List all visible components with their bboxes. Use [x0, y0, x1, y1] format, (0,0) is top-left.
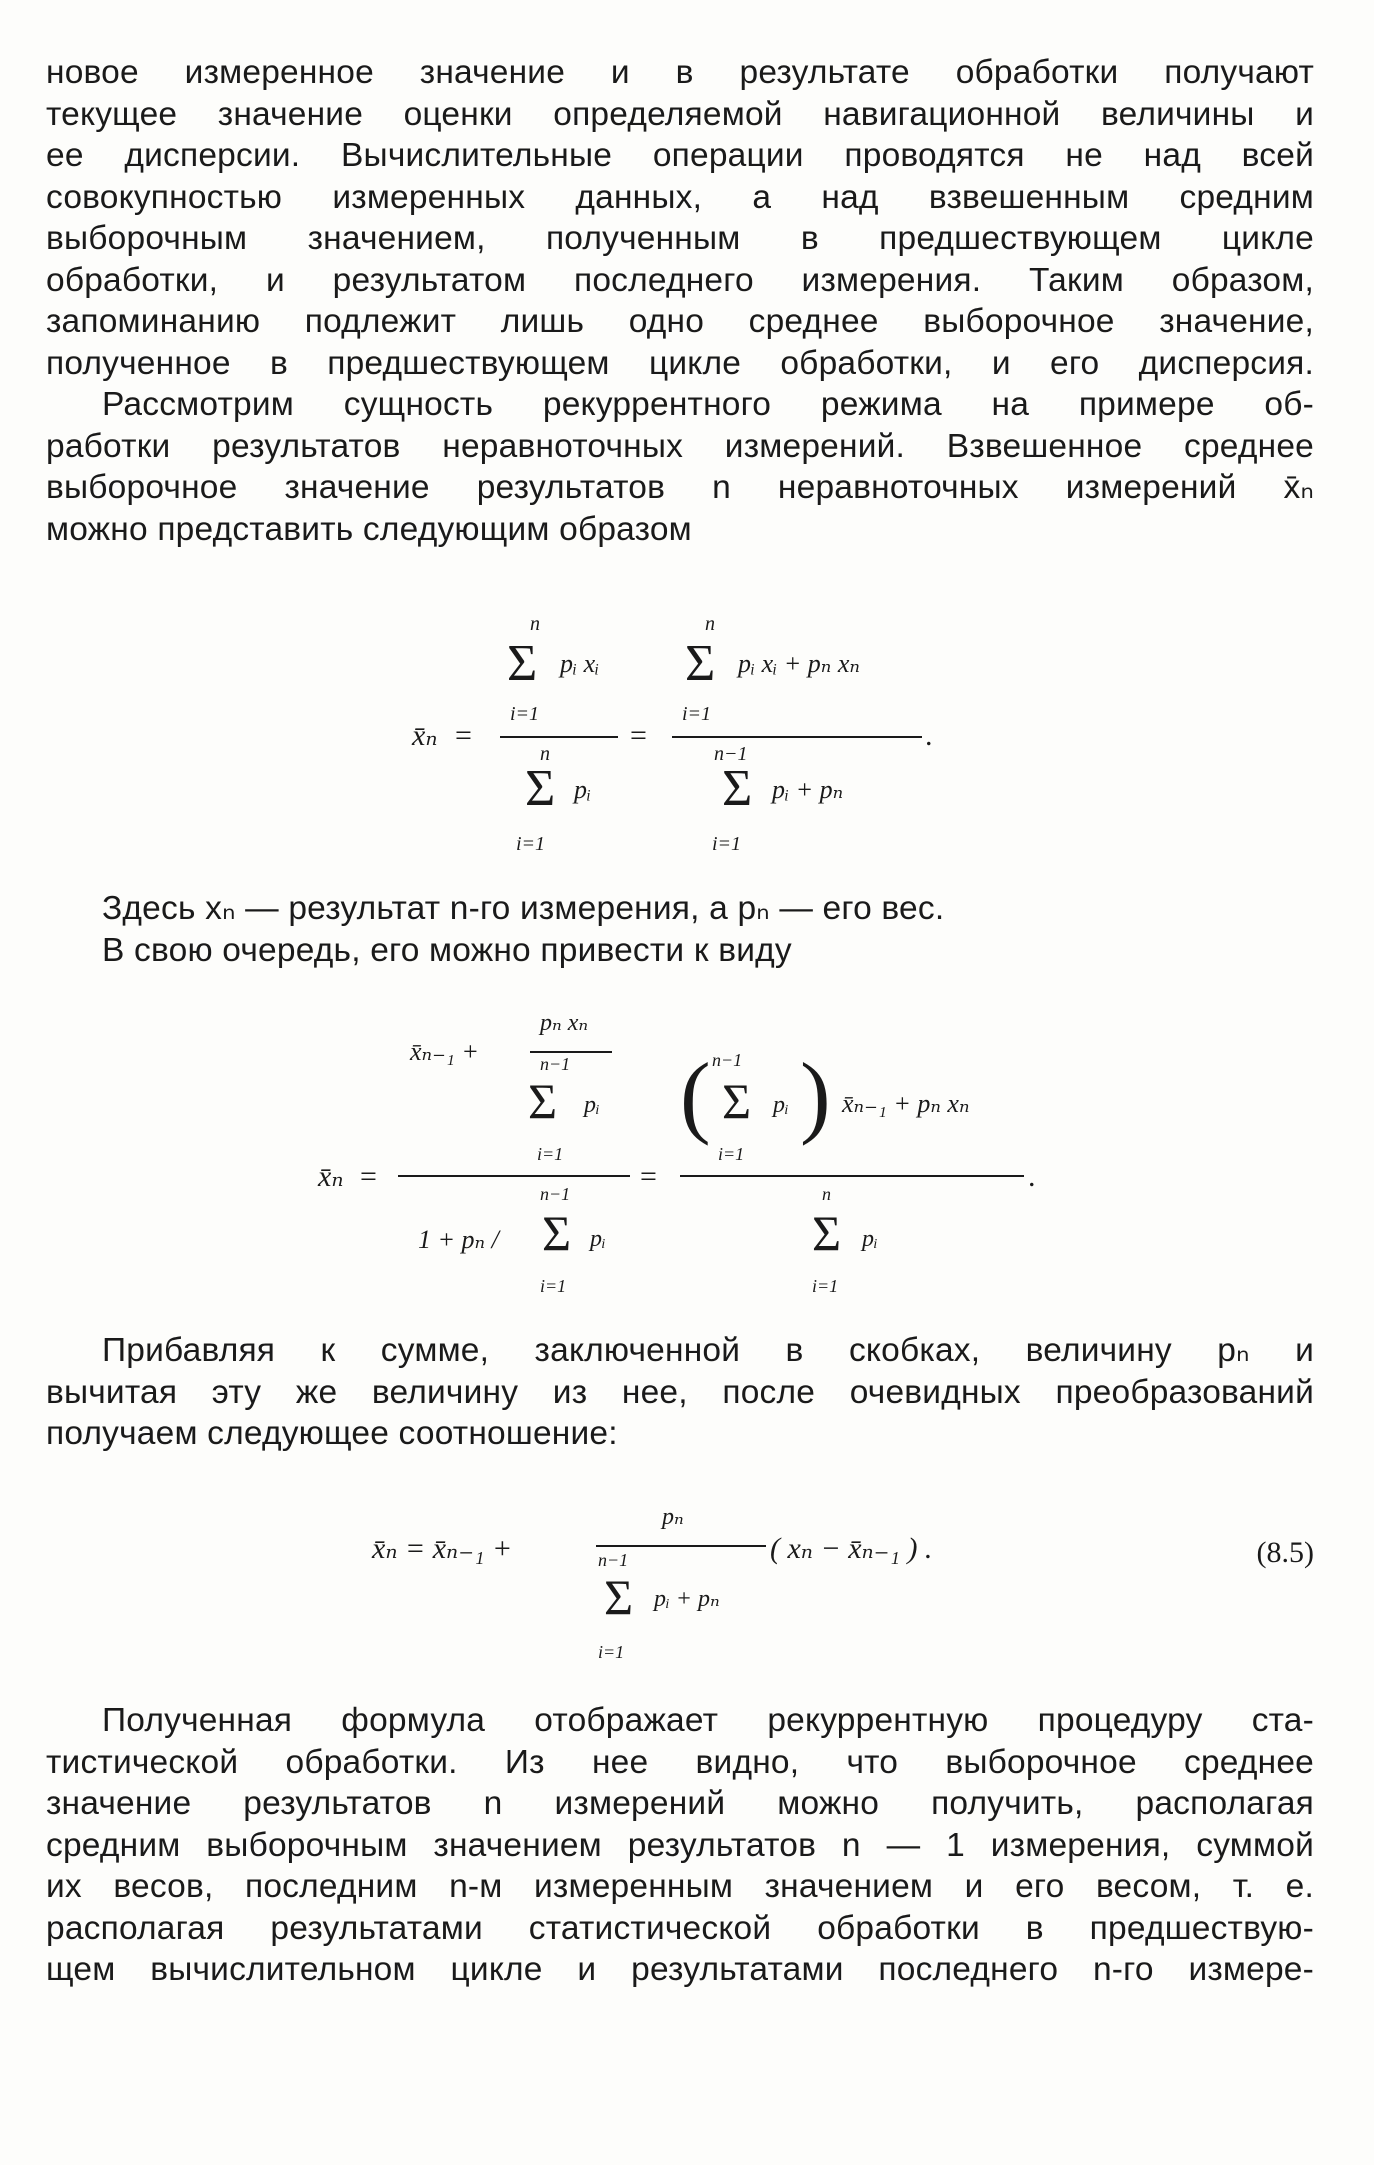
text-line: новое измеренное значение и в результате обработки получают	[46, 54, 1314, 91]
text-line: вычитая эту же величину из нее, после очевидных преобразований	[46, 1373, 1314, 1411]
text-line: получаем следующее соотношение:	[46, 1415, 618, 1452]
sigma-icon: Σ	[812, 1205, 842, 1261]
denominator: pᵢ	[574, 775, 592, 804]
text-line: значение результатов n измерений можно получить, располагая	[46, 1785, 1314, 1822]
sum-upper: n	[540, 743, 550, 765]
text-line: выборочное значение результатов n неравноточных измерений x̄ₙ	[46, 469, 1314, 506]
formula-recurrent	[0, 1500, 1374, 1670]
inner-numerator: pₙ xₙ	[540, 1010, 589, 1036]
paragraph-1	[46, 52, 1314, 384]
denominator: pᵢ + pₙ	[654, 1586, 720, 1612]
text-line: Полученная формула отображает рекуррентную процедуру ста-	[102, 1702, 1314, 1739]
denominator: pᵢ	[590, 1226, 606, 1252]
sum-upper: n	[530, 613, 540, 635]
sum-lower: i=1	[537, 1144, 564, 1164]
sigma-icon: Σ	[722, 1073, 752, 1129]
sum-lower: i=1	[516, 833, 546, 855]
numerator-tail: x̄ₙ₋₁ + pₙ xₙ	[842, 1089, 970, 1118]
sum-lower: i=1	[682, 703, 712, 725]
left-paren-icon: (	[680, 1044, 711, 1146]
text-line: средним выборочным значением результатов n — 1 измерения, суммой	[46, 1826, 1314, 1864]
paren-expression: ( xₙ − x̄ₙ₋₁ ) .	[770, 1532, 933, 1565]
text-line: можно представить следующим образом	[46, 510, 692, 548]
text-line: тистической обработки. Из нее видно, что выборочное среднее	[46, 1743, 1314, 1781]
sigma-icon: Σ	[604, 1569, 634, 1625]
numerator: pₙ	[662, 1504, 684, 1530]
sigma-icon: Σ	[528, 1073, 558, 1129]
numerator: pᵢ xᵢ	[560, 649, 600, 678]
sum-upper: n−1	[714, 743, 748, 765]
text-line: запоминанию подлежит лишь одно среднее выборочное значение,	[46, 303, 1314, 340]
formula-recurrent-svg	[0, 1500, 1374, 1670]
formula-lhs: x̄ₙ = x̄ₙ₋₁ +	[372, 1532, 513, 1565]
denominator: pᵢ + pₙ	[772, 775, 844, 804]
sigma-icon: Σ	[722, 760, 753, 817]
equation-number: (8.5)	[1256, 1536, 1314, 1569]
text-line: их весов, последним n-м измеренным значением и его весом, т. е.	[46, 1868, 1314, 1905]
denominator: pᵢ	[773, 1092, 789, 1118]
formula-lhs: x̄ₙ	[318, 1160, 344, 1193]
period: .	[925, 719, 933, 752]
text-line: щем вычислительном цикле и результатами последнего n-го измере-	[46, 1951, 1314, 1988]
paragraph-4	[46, 1330, 1314, 1455]
paragraph-2	[46, 384, 1314, 550]
formula-transform	[0, 1000, 1374, 1320]
period: .	[1028, 1160, 1036, 1193]
text-line: текущее значение оценки определяемой навигационной величины и	[46, 95, 1314, 133]
text-line: ее дисперсии. Вычислительные операции проводятся не над всей	[46, 137, 1314, 174]
text-line: обработки, и результатом последнего измерения. Таким образом,	[46, 261, 1314, 299]
equals-sign: =	[640, 1160, 657, 1193]
right-paren-icon: )	[800, 1044, 831, 1146]
paragraph-3	[46, 888, 1314, 971]
sigma-icon: Σ	[507, 635, 538, 692]
text-line: полученное в предшествующем цикле обработки, и его дисперсия.	[46, 344, 1314, 382]
denominator: pᵢ	[862, 1226, 878, 1252]
sum-upper: n	[705, 613, 715, 635]
formula-mean-svg	[0, 600, 1374, 880]
sum-lower: i=1	[598, 1642, 625, 1662]
sum-upper: n−1	[540, 1184, 571, 1204]
numerator-top: x̄ₙ₋₁ +	[410, 1037, 479, 1066]
denominator-left: 1 + pₙ /	[418, 1225, 499, 1254]
sum-lower: i=1	[712, 833, 742, 855]
equals-sign: =	[455, 719, 472, 752]
formula-mean	[0, 600, 1374, 880]
paragraph-5	[46, 1700, 1314, 1991]
denominator: pᵢ	[584, 1092, 600, 1118]
equals-sign: =	[360, 1160, 377, 1193]
text-line: совокупностью измеренных данных, а над взвешенным средним	[46, 178, 1314, 216]
sum-lower: i=1	[510, 703, 540, 725]
text-line: работки результатов неравноточных измерений. Взвешенное среднее	[46, 427, 1314, 465]
sigma-icon: Σ	[685, 635, 716, 692]
formula-lhs: x̄ₙ	[412, 719, 438, 752]
formula-transform-svg	[0, 1000, 1374, 1320]
text-line: выборочным значением, полученным в предшествующем цикле	[46, 220, 1314, 257]
sum-upper: n	[822, 1184, 831, 1204]
sum-upper: n−1	[598, 1550, 629, 1570]
sum-lower: i=1	[718, 1144, 745, 1164]
text-line: располагая результатами статистической обработки в предшествую-	[46, 1909, 1314, 1947]
sigma-icon: Σ	[542, 1205, 572, 1261]
sum-upper: n−1	[540, 1054, 571, 1074]
text-line: Здесь xₙ — результат n-го измерения, а pₙ — его вес.	[102, 890, 945, 927]
sum-upper: n−1	[712, 1050, 743, 1070]
equals-sign: =	[630, 719, 647, 752]
text-line: Прибавляя к сумме, заключенной в скобках, величину pₙ и	[102, 1332, 1314, 1369]
sum-lower: i=1	[812, 1276, 839, 1296]
text-line: Рассмотрим сущность рекуррентного режима на примере об-	[102, 386, 1314, 423]
numerator: pᵢ xᵢ + pₙ xₙ	[738, 649, 860, 678]
sum-lower: i=1	[540, 1276, 567, 1296]
text-line: В свою очередь, его можно привести к виду	[102, 931, 792, 969]
sigma-icon: Σ	[525, 760, 556, 817]
